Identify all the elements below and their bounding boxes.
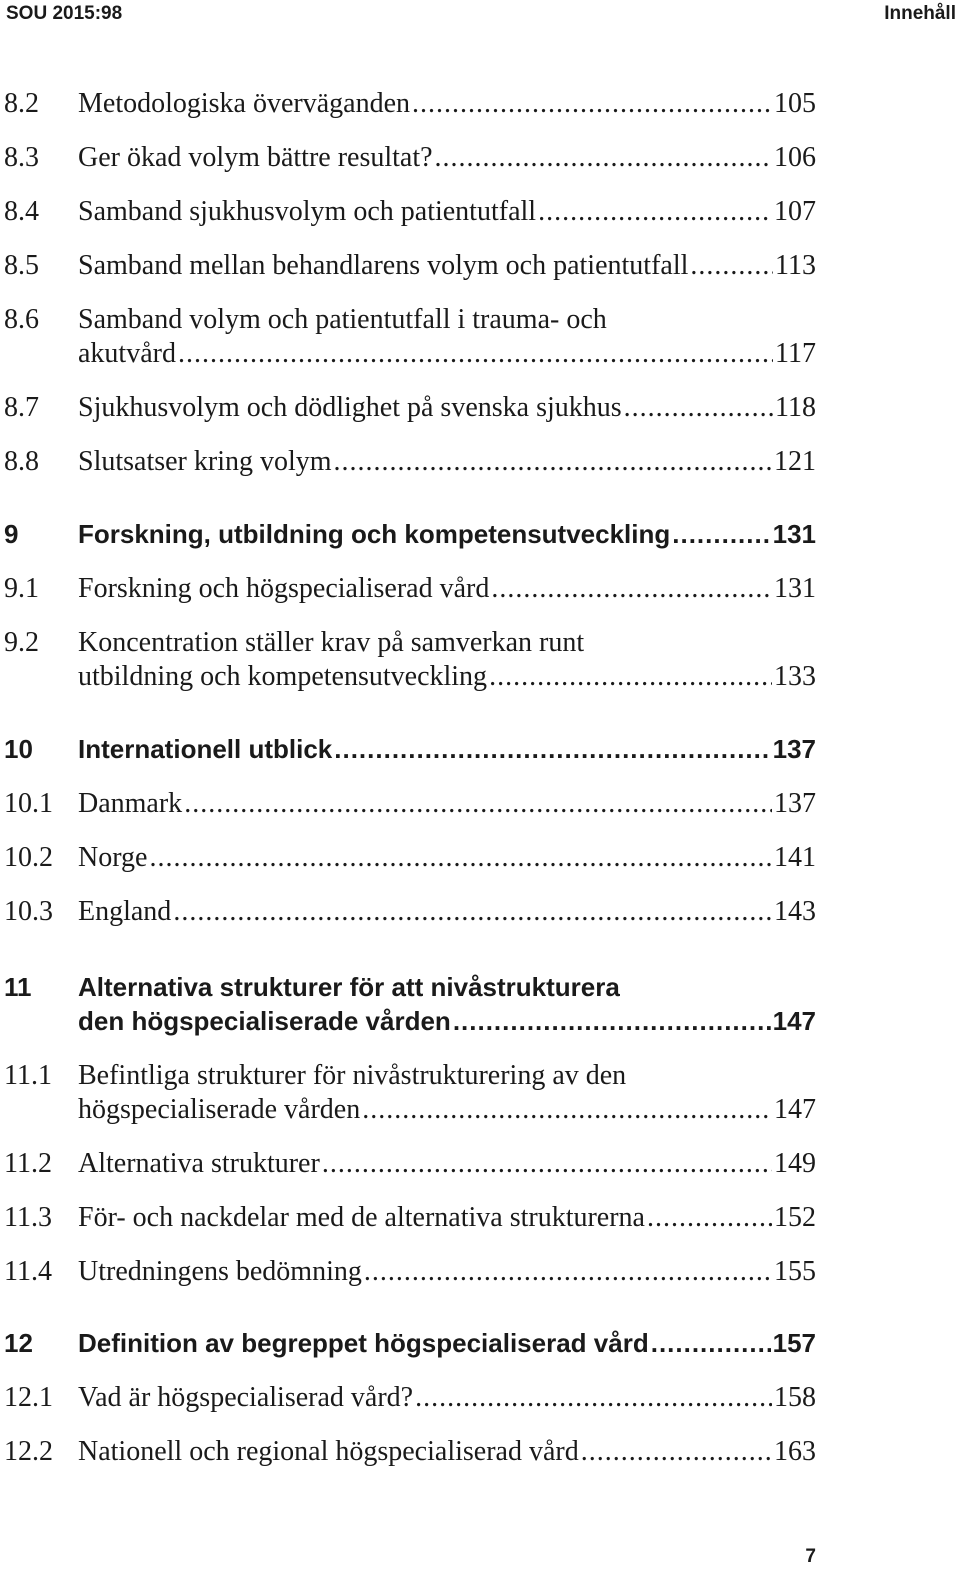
toc-entry-number: 11.4 <box>4 1256 52 1287</box>
toc-entry-leader-line <box>78 1094 816 1126</box>
toc-entry-leader-line <box>78 1256 816 1288</box>
toc-entry-title: För- och nackdelar med de alternativa strukturerna <box>78 1202 645 1233</box>
toc-entry-title: Utredningens bedömning <box>78 1256 362 1287</box>
toc-entry-number: 9.1 <box>4 573 39 604</box>
toc-entry-page: 149 <box>774 1148 816 1179</box>
toc-entry-title: Metodologiska överväganden <box>78 88 411 119</box>
toc-entry-leader-line <box>78 573 816 605</box>
dot-leader <box>624 392 773 424</box>
toc-entry-page: 163 <box>774 1436 816 1467</box>
toc-entry-page: 137 <box>774 788 816 819</box>
toc-entry-leader-line <box>78 1006 816 1037</box>
document-id: SOU 2015:98 <box>6 3 123 24</box>
toc-section-entry[interactable] <box>0 196 816 234</box>
dot-leader <box>334 446 772 478</box>
dot-leader <box>435 142 772 174</box>
toc-entry-title: Vad är högspecialiserad vård? <box>78 1382 414 1413</box>
toc-entry-leader-line <box>78 896 816 928</box>
toc-section-entry[interactable] <box>0 304 816 376</box>
dot-leader <box>538 196 772 228</box>
toc-entry-number: 9.2 <box>4 627 39 658</box>
toc-entry-leader-line <box>78 842 816 874</box>
toc-entry-page: 147 <box>774 1094 816 1125</box>
running-header <box>0 0 960 28</box>
toc-entry-leader-line <box>78 196 816 228</box>
dot-leader <box>581 1436 772 1468</box>
toc-entry-leader-line <box>78 1328 816 1359</box>
toc-entry-number: 8.8 <box>4 446 39 477</box>
toc-entry-number: 12 <box>4 1328 33 1358</box>
toc-entry-number: 8.7 <box>4 392 39 423</box>
toc-entry-title: Alternativa strukturer <box>78 1148 320 1179</box>
toc-section-entry[interactable] <box>0 1060 816 1132</box>
toc-entry-page: 105 <box>774 88 816 119</box>
toc-entry-number: 12.1 <box>4 1382 53 1413</box>
toc-entry-number: 10.1 <box>4 788 53 819</box>
toc-entry-leader-line <box>78 446 816 478</box>
dot-leader <box>672 519 770 550</box>
page-number: 7 <box>805 1546 816 1567</box>
toc-entry-page: 143 <box>774 896 816 927</box>
toc-entry-page: 157 <box>772 1328 816 1358</box>
toc-section-entry[interactable] <box>0 392 816 430</box>
toc-entry-leader-line <box>78 142 816 174</box>
toc-entry-title: Norge <box>78 842 148 873</box>
toc-entry-leader-line <box>78 519 816 550</box>
toc-section-entry[interactable] <box>0 842 816 880</box>
toc-entry-page: 113 <box>775 250 816 281</box>
toc-entry-title: Forskning, utbildning och kompetensutveckling <box>78 519 671 549</box>
toc-entry-page: 155 <box>774 1256 816 1287</box>
toc-chapter-entry[interactable] <box>0 972 816 1044</box>
toc-entry-number: 11.2 <box>4 1148 52 1179</box>
toc-entry-title: Sjukhusvolym och dödlighet på svenska sjukhus <box>78 392 622 423</box>
toc-entry-leader-line <box>78 661 816 693</box>
toc-entry-leader-line <box>78 1436 816 1468</box>
toc-entry-number: 10 <box>4 734 33 764</box>
toc-section-entry[interactable] <box>0 1202 816 1240</box>
dot-leader <box>184 788 772 820</box>
dot-leader <box>647 1202 772 1234</box>
toc-entry-leader-line <box>78 1382 816 1414</box>
dot-leader <box>453 1006 771 1037</box>
toc-entry-page: 141 <box>774 842 816 873</box>
toc-entry-number: 8.6 <box>4 304 39 335</box>
dot-leader <box>149 842 772 874</box>
toc-entry-title-line1: Alternativa strukturer för att nivåstrukturera <box>78 972 620 1002</box>
dot-leader <box>362 1094 772 1126</box>
toc-entry-title: utbildning och kompetensutveckling <box>78 661 488 692</box>
toc-section-entry[interactable] <box>0 1436 816 1474</box>
toc-entry-number: 11.1 <box>4 1060 52 1091</box>
toc-section-entry[interactable] <box>0 88 816 126</box>
toc-entry-number: 9 <box>4 519 19 549</box>
toc-entry-title: Danmark <box>78 788 183 819</box>
toc-entry-leader-line <box>78 1202 816 1234</box>
dot-leader <box>415 1382 772 1414</box>
dot-leader <box>491 573 772 605</box>
toc-entry-title: Slutsatser kring volym <box>78 446 332 477</box>
toc-entry-page: 133 <box>774 661 816 692</box>
toc-entry-number: 11.3 <box>4 1202 52 1233</box>
toc-entry-title: Definition av begreppet högspecialiserad vård <box>78 1328 649 1358</box>
dot-leader <box>364 1256 772 1288</box>
dot-leader <box>173 896 772 928</box>
toc-entry-title: Nationell och regional högspecialiserad vård <box>78 1436 579 1467</box>
toc-entry-title: den högspecialiserade vården <box>78 1006 451 1036</box>
toc-entry-number: 11 <box>4 972 32 1002</box>
toc-entry-title: Samband mellan behandlarens volym och patientutfall <box>78 250 689 281</box>
toc-entry-leader-line <box>78 734 816 765</box>
toc-entry-page: 152 <box>774 1202 816 1233</box>
toc-entry-page: 117 <box>775 338 816 369</box>
toc-entry-leader-line <box>78 392 816 424</box>
dot-leader <box>651 1328 771 1359</box>
toc-section-entry[interactable] <box>0 250 816 288</box>
toc-section-entry[interactable] <box>0 573 816 611</box>
toc-entry-number: 8.3 <box>4 142 39 173</box>
toc-section-entry[interactable] <box>0 1148 816 1186</box>
dot-leader <box>178 338 773 370</box>
toc-entry-title: Ger ökad volym bättre resultat? <box>78 142 433 173</box>
dot-leader <box>322 1148 772 1180</box>
toc-entry-leader-line <box>78 250 816 282</box>
toc-entry-title: Samband sjukhusvolym och patientutfall <box>78 196 537 227</box>
toc-entry-title: England <box>78 896 172 927</box>
toc-entry-page: 121 <box>774 446 816 477</box>
toc-section-entry[interactable] <box>0 896 816 934</box>
toc-entry-number: 10.3 <box>4 896 53 927</box>
toc-section-entry[interactable] <box>0 142 816 180</box>
toc-section-entry[interactable] <box>0 1382 816 1420</box>
toc-entry-page: 147 <box>772 1006 816 1036</box>
toc-entry-title-line1: Koncentration ställer krav på samverkan runt <box>78 627 585 658</box>
dot-leader <box>690 250 773 282</box>
toc-entry-number: 8.2 <box>4 88 39 119</box>
toc-entry-title: Internationell utblick <box>78 734 333 764</box>
toc-entry-number: 12.2 <box>4 1436 53 1467</box>
dot-leader <box>489 661 772 693</box>
toc-section-entry[interactable] <box>0 788 816 826</box>
toc-section-entry[interactable] <box>0 1256 816 1294</box>
toc-section-entry[interactable] <box>0 627 816 699</box>
toc-entry-page: 118 <box>775 392 816 423</box>
toc-entry-title-line1: Befintliga strukturer för nivåstrukturering av den <box>78 1060 627 1091</box>
toc-entry-number: 10.2 <box>4 842 53 873</box>
dot-leader <box>412 88 772 120</box>
toc-entry-page: 107 <box>774 196 816 227</box>
section-label: Innehåll <box>884 3 956 24</box>
toc-entry-title: Forskning och högspecialiserad vård <box>78 573 490 604</box>
toc-entry-leader-line <box>78 88 816 120</box>
toc-entry-title-line1: Samband volym och patientutfall i trauma- och <box>78 304 607 335</box>
toc-entry-title: högspecialiserade vården <box>78 1094 361 1125</box>
toc-entry-page: 137 <box>772 734 816 764</box>
toc-chapter-entry[interactable] <box>0 734 816 772</box>
toc-entry-number: 8.4 <box>4 196 39 227</box>
toc-entry-page: 131 <box>774 573 816 604</box>
toc-section-entry[interactable] <box>0 446 816 484</box>
toc-entry-leader-line <box>78 338 816 370</box>
toc-entry-title: akutvård <box>78 338 176 369</box>
dot-leader <box>334 734 770 765</box>
toc-entry-page: 158 <box>774 1382 816 1413</box>
toc-chapter-entry[interactable] <box>0 519 816 557</box>
toc-entry-leader-line <box>78 1148 816 1180</box>
toc-entry-leader-line <box>78 788 816 820</box>
toc-entry-page: 106 <box>774 142 816 173</box>
toc-entry-page: 131 <box>772 519 816 549</box>
toc-entry-number: 8.5 <box>4 250 39 281</box>
toc-chapter-entry[interactable] <box>0 1328 816 1366</box>
